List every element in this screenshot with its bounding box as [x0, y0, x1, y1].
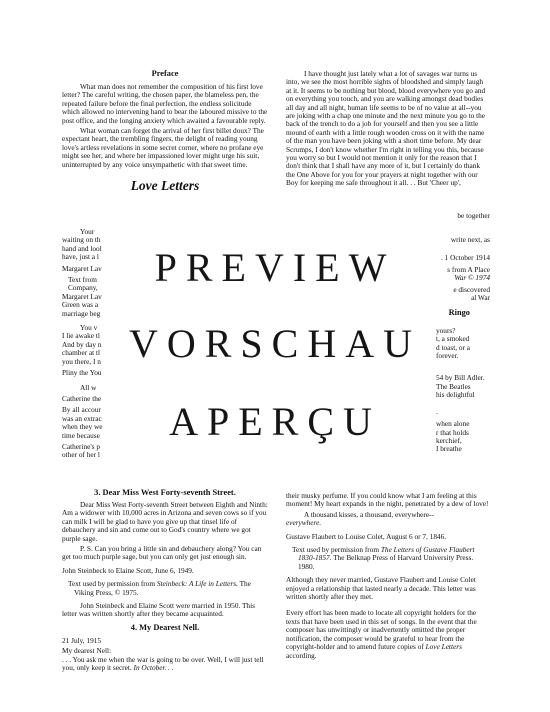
- section-3-permission: Text used by permission from Steinbeck: A Life in Letters. The Viking Press, © 1975.: [68, 579, 251, 597]
- fragment-text: be together: [457, 211, 490, 220]
- preface-title: Preface: [151, 69, 179, 78]
- right-column: [286, 70, 490, 190]
- letter-paragraph-war: I have thought just lately what a lot of savages war turns us into, we see the most horrible sights of bloodshed and simply laugh at it. It seems to be nothing but blood, blood everywhere you go and on everything you touch, and you are walking amongst dead bodies all day and all night, human life seems to be of no value at all--you are joking with a chap one minute and the next minute you go to the back of the trench to do a job for yourself and then you see a little mound of earth with a little rough wooden cross on it with the name of the man you have been joking with a short time before. My dear Scrumps, I don't know whether I'm right in telling you this, because you worry so but I would not mention it only for the reason that I don't think that I shall have any more of it, but I certainly do thank the One Above for you for your prayers at night together with our Boy for keeping me safe throughout it all. . . But 'Cheer up',: [286, 69, 486, 188]
- left-column: [62, 64, 268, 205]
- right-lower-column: [286, 492, 490, 662]
- watermark-vorschau: VORSCHAU: [128, 321, 422, 366]
- flaubert-note: Although they never married, Gustave Flaubert and Louise Colet enjoyed a relationship that lasted nearly a decade. This letter was written shortly after they met.: [286, 575, 476, 602]
- fragment-text: Your waiting on th hand and lool have, just a l Margaret Lav Text from Company, Margaret Lav Green was a marriage beg You v I lie awake tl And by day n chamber at tl you there, I n Pliny the You All w Catherine the By all accour was an extrac when they we time because Catherine's p other of her l: [62, 227, 103, 460]
- flaubert-paragraph: their musky perfume. If you could know what I am feeling at this moment! My heart expands in the night, penetrated by a dew of love!: [286, 491, 489, 509]
- section-4-body: . . . You ask me when the war is going to be over. Well, I will just tell you, only keep it secret. In October. . .: [62, 654, 264, 673]
- section-3-paragraph-2: P. S. Can you bring a little sin and debauchery along? You can get too much purple sage, but you can only get just enough sin.: [62, 544, 262, 562]
- section-4-salutation: My dearest Nell:: [62, 646, 112, 656]
- watermark-apercu: APERÇU: [169, 399, 381, 444]
- left-lower-column: [62, 488, 268, 675]
- flaubert-kisses: A thousand kisses, a thousand, everywhere--: [304, 509, 434, 519]
- section-3-paragraph-1: Dear Miss West Forty-seventh Street between Eighth and Ninth: Am a widower with 10,000 acres in Arizona and seven cows so if you can milk I will be glad to have you give up that tinsel life of debauchery and sin and come out to God's country where we got purple sage.: [62, 500, 268, 543]
- flaubert-attribution: Gustave Flaubert to Louise Colet, August 6 or 7, 1846.: [286, 531, 447, 541]
- preface-paragraph-2: What woman can forget the arrival of her first billet doux? The expectant heart, the trembling fingers, the delight of reading young love's artless revelations in some secret corner, where no profane eye might see her, and where her impassioned lover might urge his suit, uninterrupted by any voice unsympathetic with that sweet time.: [62, 126, 264, 169]
- section-3-attribution: John Steinbeck to Elaine Scott, June 6, 1949.: [62, 565, 194, 575]
- flaubert-permission: Text used by permission from The Letters of Gustave Flaubert 1830-1857. The Belknap Press of Harvard University Press. 1980.: [292, 545, 475, 571]
- watermark-preview: PREVIEW: [154, 245, 396, 290]
- fragment-text: write next, as . 1 October 1914 s from A Place War © 1974 e discovered al War Ringo yours? t, a smoked d toast, or a forever. 54 by Bill Adler. The Beatles his delightful . when alone r that holds kerchief, I breathe: [436, 235, 490, 454]
- flaubert-kisses-end: everywhere.: [286, 518, 322, 528]
- section-3-title: 3. Dear Miss West Forty-seventh Street.: [94, 488, 236, 497]
- section-3-note: John Steinbeck and Elaine Scott were married in 1950. This letter was written shortly after they became acquainted.: [62, 601, 255, 619]
- preface-paragraph-1: What man does not remember the composition of his first love letter? The careful writing, the chosen paper, the blameless pen, the repeated failure before the final perfection, the endless solicitude which allowed no intervening hand to bear the laboured missive to the post office, and the longing anxiety which awaited a favourable reply.: [62, 82, 268, 125]
- copyright-notice: Every effort has been made to locate all copyright holders for the texts that have been used in this set of songs. In the event that the composer has unwittingly or inadvertently omitted the proper notification, the composer would be grateful to hear from the copyright-holder and to amend future copies of Love Letters according.: [286, 608, 477, 660]
- section-4-title: 4. My Dearest Nell.: [130, 622, 200, 632]
- section-4-date: 21 July, 1915: [62, 635, 102, 645]
- love-letters-title: Love Letters: [130, 178, 200, 194]
